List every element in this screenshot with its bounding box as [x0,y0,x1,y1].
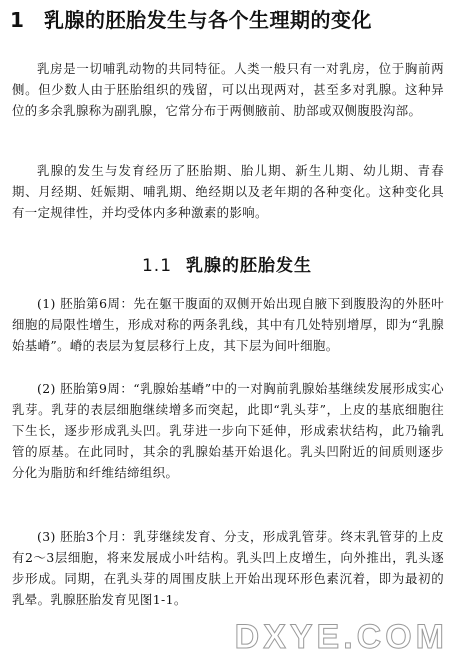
intro-paragraph-2: 乳腺的发生与发育经历了胚胎期、胎儿期、新生儿期、幼儿期、青春期、月经期、妊娠期、哺乳期、绝经期以及老年期的各种变化。这种变化具有一定规律性，并均受体内多种激素的影响。 [12,163,444,220]
watermark: DXYE.COM [234,618,448,656]
section-number: 1.1 [141,256,173,276]
section-heading [0,255,454,277]
intro-paragraph-1: 乳房是一切哺乳动物的共同特征。人类一般只有一对乳房，位于胸前两侧。但少数人由于胚胎组织的残留，可以出现两对，甚至多对乳腺。这种异位的多余乳腺称为副乳腺，它常分布于两侧腋前、肋部或双侧腹股沟部。 [12,61,444,118]
chapter-title: 乳腺的胚胎发生与各个生理期的变化 [44,8,372,32]
section-paragraph-2: (2) 胚胎第9周：“乳腺始基嵴”中的一对胸前乳腺始基继续发展形成实心乳芽。乳芽的表层细胞继续增多而突起，此即“乳头芽”，上皮的基底细胞往下生长，逐步形成乳头凹。乳芽进一步向下延伸，形成索状结构，此乃输乳管的原基。在此同时，其余的乳腺始基开始退化。乳头凹附近的间质则逐步分化为脂肪和纤维结缔组织。 [12,381,444,480]
section-title: 乳腺的胚胎发生 [186,256,313,276]
section-paragraph-1: (1) 胚胎第6周：先在躯干腹面的双侧开始出现自腋下到腹股沟的外胚叶细胞的局限性增生，形成对称的两条乳线，其中有几处特别增厚，即为“乳腺始基嵴”。嵴的表层为复层移行上皮，其下层为间叶细胞。 [12,296,444,353]
chapter-number: 1 [10,8,25,32]
chapter-heading [10,8,450,32]
section-paragraph-3: (3) 胚胎3个月：乳芽继续发育、分支，形成乳管芽。终末乳管芽的上皮有2～3层细胞，将来发展成小叶结构。乳头凹上皮增生，向外推出，乳头逐步形成。同期，在乳头芽的周围皮肤上开始出现环形色素沉着，即为最初的乳晕。乳腺胚胎发育见图1-1。 [12,529,444,607]
